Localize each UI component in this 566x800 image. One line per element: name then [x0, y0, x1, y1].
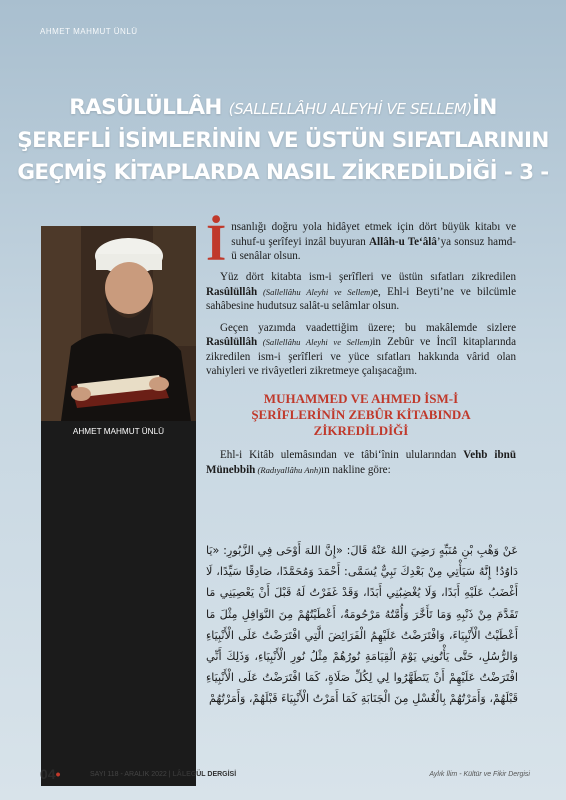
magazine-name: LÂLEGÜL DERGİSİ — [172, 771, 237, 778]
page-footer — [40, 766, 530, 783]
title-line-1: RASÛLÜLLÂH (SALLELLÂHU ALEYHİ VE SELLEM)İN — [69, 95, 497, 120]
magazine-tagline: Aylık İlim - Kültür ve Fikir Dergisi — [429, 771, 530, 778]
author-photo-column — [41, 226, 196, 786]
arabic-hadith-text: عَنْ وَهْبِ بْنِ مُنَبِّهٍ رَضِيَ اللهُ عَنْهُ قَالَ: «إِنَّ اللهَ أَوْحَى فِي الزَّبُورِ: «يَا دَاوُدُ! إِنَّهُ سَيَأْتِي مِنْ بَعْدِكَ نَبِيٌّ يُسَمَّى: أَحْمَدَ وَمُحَمَّدًا، صَادِقًا سَيِّدًا، لَا أَغْضَبُ عَلَيْهِ أَبَدًا، وَلَا يُغْضِبُنِي أَبَدًا، وَقَدْ غَفَرْتُ لَهُ قَبْلَ أَنْ يَعْصِيَنِي مَا تَقَدَّمَ مِنْ ذَنْبِهِ وَمَا تَأَخَّرَ وَأُمَّتُهُ مَرْحُومَةٌ، أَعْطَيْتُهُمْ مِنَ النَّوَافِلِ مِثْلَ مَا أَعْطَيْتُ الْأَنْبِيَاءَ، وَافْتَرَضْتُ عَلَيْهِمُ الْفَرَائِضَ الَّتِي افْتَرَضْتُ عَلَى الْأَنْبِيَاءِ وَالرُّسُلِ، حَتَّى يَأْتُونِي يَوْمَ الْقِيَامَةِ نُورُهُمْ مِثْلُ نُورِ الْأَنْبِيَاءِ، وَذَلِكَ أَنِّي افْتَرَضْتُ عَلَيْهِمْ أَنْ يَتَطَهَّرُوا لِي لِكُلِّ صَلَاةٍ، كَمَا افْتَرَضْتُ عَلَى الْأَنْبِيَاءِ قَبْلَهُمْ، وَأَمَرْتُهُمْ بِالْغُسْلِ مِنَ الْجَنَابَةِ كَمَا أَمَرْتُ الْأَنْبِيَاءَ قَبْلَهُمْ، وَأَمَرْتُهُمْ — [206, 544, 518, 706]
paragraph-4: Ehl-i Kitâb ulemâsından ve tâbi‘înin ulularından Vehb ibnü Münebbih (Radıyallâhu Anh)ın nakline göre: — [206, 448, 517, 476]
article-title — [0, 92, 566, 189]
title-honorific: (SALLELLÂHU ALEYHİ VE SELLEM) — [228, 100, 472, 118]
photo-caption: AHMET MAHMUT ÜNLÜ — [72, 427, 165, 436]
page-number: 04• — [40, 766, 61, 782]
paragraph-intro: İnsanlığı doğru yola hidâyet etmek için dört büyük kitabı ve suhuf-u şerîfeyi inzâl buyuran Allâh-u Te‘âlâ’ya sonsuz hamd-ü senâlar olsun. — [206, 215, 516, 272]
paragraph-2: Yüz dört kitabta ism-i şerîfleri ve üstün sıfatları zikredilen Rasûlüllâh (Sallellâhu Aleyhi ve Sellem)e, Ehl-i Beyti’ne ve bilcümle sahâbesine hudutsuz salât-u selâmlar olsun. — [206, 271, 516, 313]
paragraph-3: Geçen yazımda vaadettiğim üzere; bu makâlemde sizlere Rasûlüllâh (Sallellâhu Aleyhi ve Sellem)in Zebûr ve İncîl kitaplarında zikredilen ism-i şerîfleri ve yüce sıfatları hakkında vârid olan vahiyleri ve rivâyetleri zikretmeye çalışacağım. — [206, 321, 516, 378]
article-body — [206, 215, 517, 484]
title-line-2: ŞEREFLİ İSİMLERİNİN VE ÜSTÜN SIFATLARININ — [17, 128, 549, 153]
drop-cap: İ — [206, 215, 227, 272]
title-line-3: GEÇMİŞ KİTAPLARDA NASIL ZİKREDİLDİĞİ - 3 - — [17, 160, 549, 185]
issue-info: SAYI 118 - ARALIK 2022 | LÂLEGÜL DERGİSİ — [90, 771, 237, 778]
section-heading: MUHAMMED VE AHMED İSM-İ ŞERÎFLERİNİN ZEBÛR KİTABINDA ZİKREDİLDİĞİ — [251, 390, 471, 438]
author-photo — [41, 226, 196, 421]
running-header-author: AHMET MAHMUT ÜNLÜ — [40, 27, 138, 36]
